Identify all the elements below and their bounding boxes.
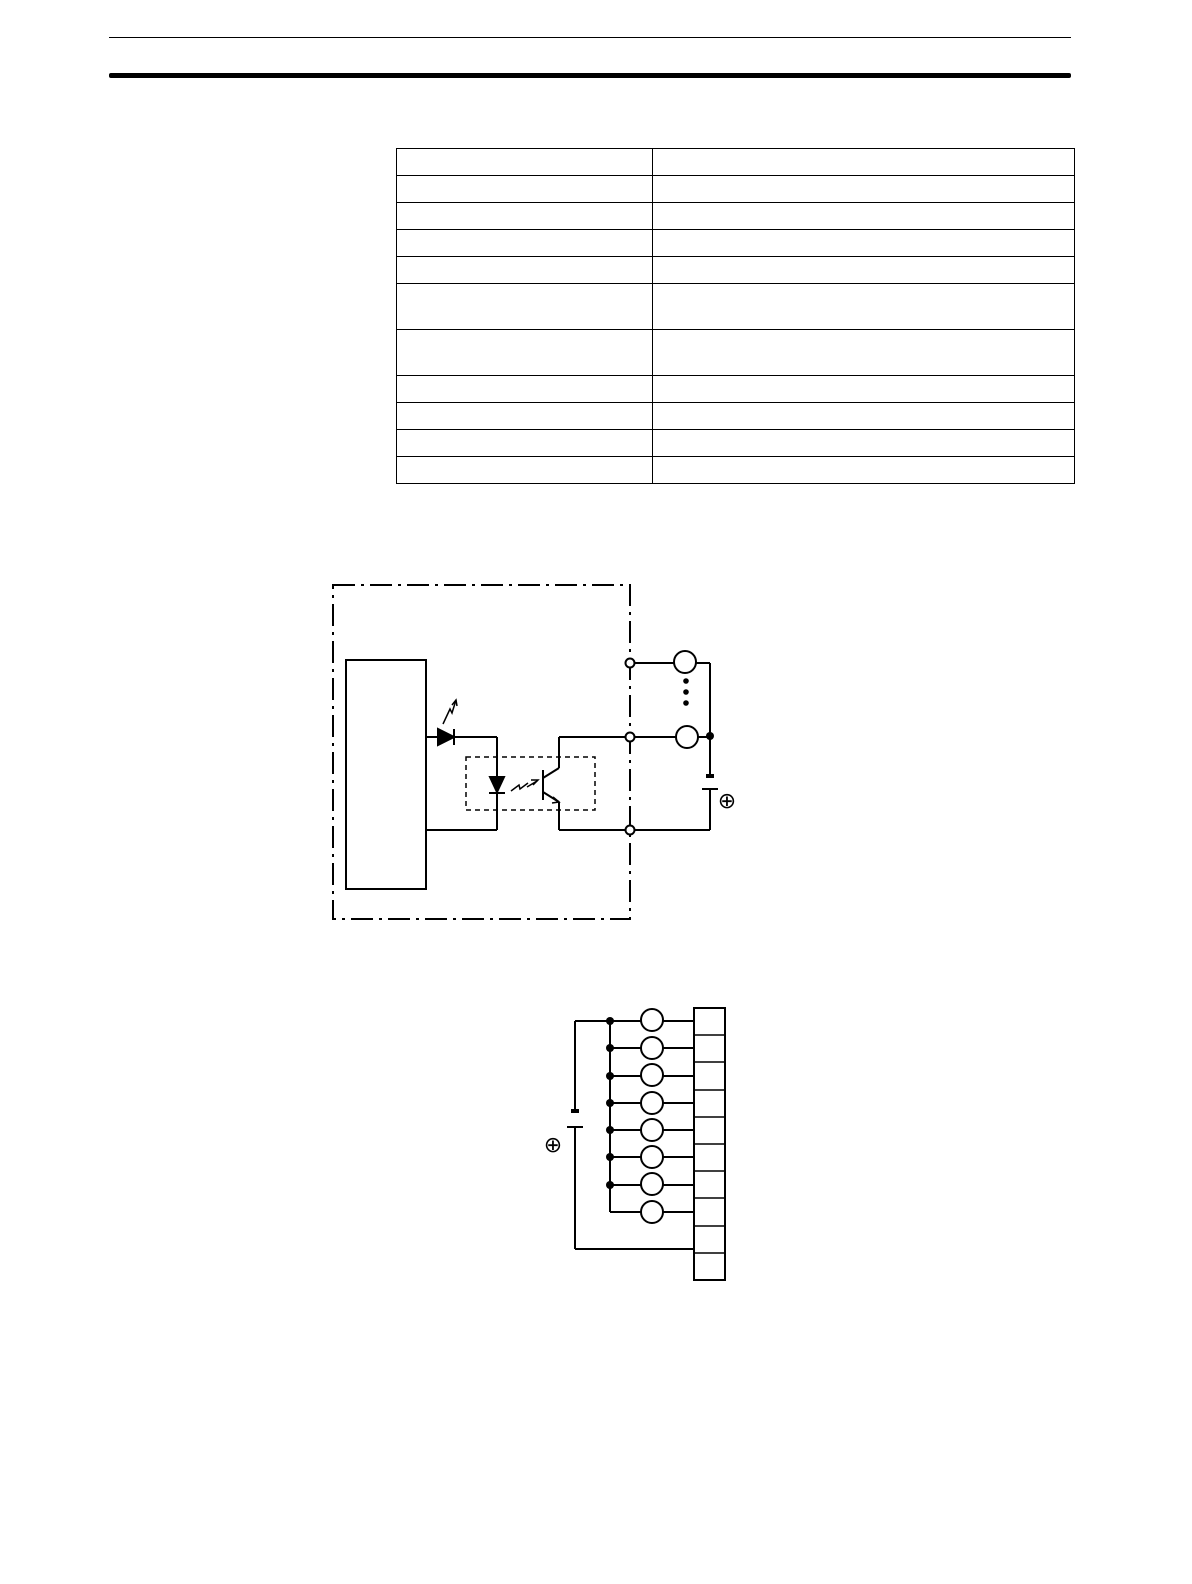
junction-dot [606,1153,614,1161]
load-row [606,1146,694,1168]
junction-dot [606,1099,614,1107]
terminal-block-dividers [694,1035,725,1253]
internal-circuit-block [346,660,426,889]
junction-dot [606,1044,614,1052]
output-terminal [626,659,635,668]
photocoupler-boundary [466,757,595,810]
ellipsis-dot [683,678,689,684]
ellipsis-dot [683,689,689,695]
load-row [606,1009,694,1031]
load-row [606,1119,694,1141]
load-symbol [641,1173,663,1195]
unit-enclosure-boundary [333,585,630,919]
load-row [606,1064,694,1086]
load-symbol [641,1092,663,1114]
load-row [606,1092,694,1114]
load-row [606,1037,694,1059]
output-terminal [626,733,635,742]
phototransistor [543,737,559,830]
load-symbol [674,651,696,673]
load-symbol [676,726,698,748]
output-indicator-led [426,700,497,745]
load-symbol [641,1119,663,1141]
load-symbol [641,1201,663,1223]
photocoupler-led [489,777,538,793]
load-symbol [641,1064,663,1086]
junction-dot [706,732,714,740]
load-row [606,1173,694,1195]
load-symbol [641,1146,663,1168]
load-row [610,1201,694,1223]
supply-polarity-symbol: ⊕ [543,1133,563,1158]
supply-polarity-symbol: ⊕ [717,789,737,814]
junction-dot [606,1126,614,1134]
junction-dot [606,1181,614,1189]
output-circuit-diagram [333,585,718,919]
load-symbol [641,1037,663,1059]
ellipsis-dot [683,700,689,706]
load-symbol [641,1009,663,1031]
junction-dot [606,1072,614,1080]
terminal-connection-diagram [567,1008,725,1280]
common-terminal [626,826,635,835]
